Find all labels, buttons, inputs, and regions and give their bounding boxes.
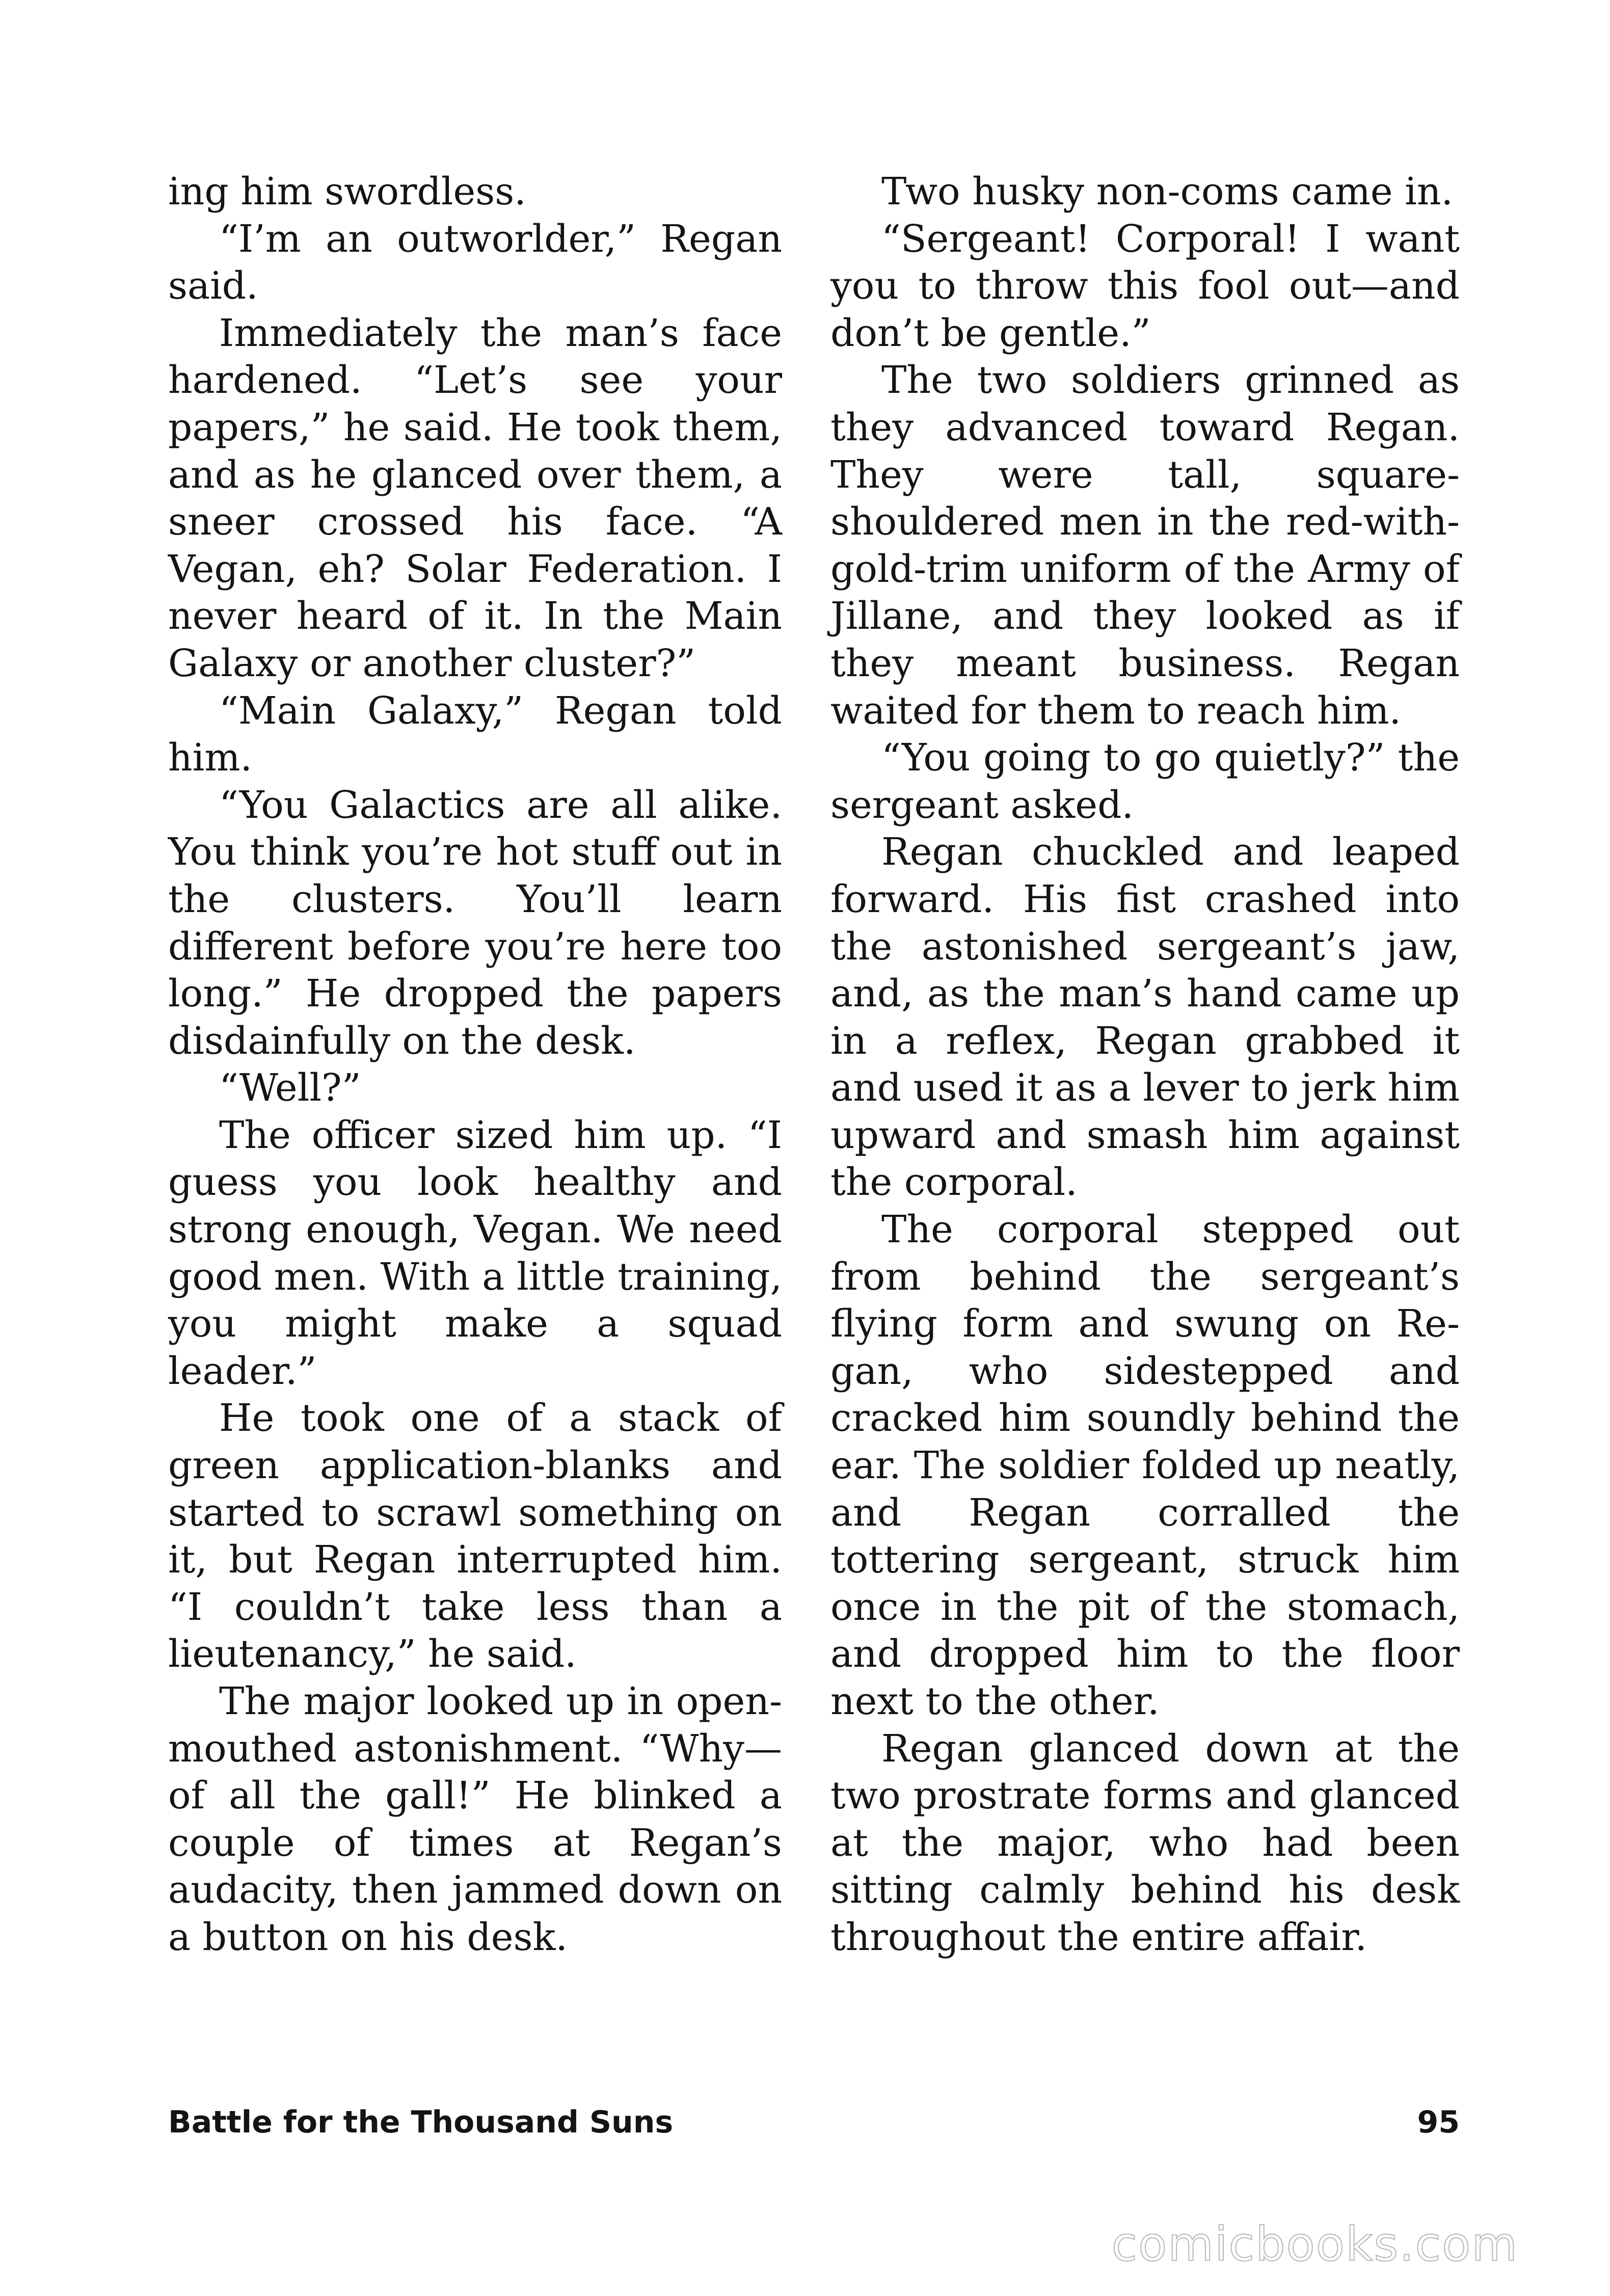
paragraph: Immediately the man’s face hardened. “Let’s see your papers,” he said. He took them, and as he glanced over them, a sneer crossed his face. “A Vegan, eh? Solar Federation. I never heard of it. In the Main Galaxy or another cluster?” <box>168 311 782 685</box>
paragraph: ing him swordless. <box>168 170 526 213</box>
paragraph: “I’m an outworlder,” Regan said. <box>168 217 782 308</box>
paragraph: Two husky non-coms came in. <box>881 170 1454 213</box>
paragraph: “Sergeant! Corporal! I want you to throw this fool out—and don’t be gentle.” <box>830 217 1460 355</box>
paragraph: “You Galactics are all alike. You think you’re hot stuff out in the clusters. You’ll learn different before you’re here too long.” He dropped the papers disdainfully on the desk. <box>168 783 782 1063</box>
paragraph: “Well?” <box>219 1066 361 1110</box>
page-footer <box>168 2099 1460 2145</box>
paragraph: The two soldiers grinned as they advanced toward Regan. They were tall, square-shouldered men in the red-with-gold-trim uniform of the Army of Jillane, and they looked as if they meant business. Regan waited for them to reach him. <box>830 358 1460 733</box>
paragraph: The officer sized him up. “I guess you look healthy and strong enough, Vegan. We need good men. With a little training, you might make a squad leader.” <box>168 1113 782 1393</box>
paragraph: He took one of a stack of green application-blanks and started to scrawl something on it, but Regan interrupted him. “I couldn’t take less than a lieutenancy,” he said. <box>168 1396 782 1676</box>
paragraph: Regan glanced down at the two prostrate forms and glanced at the major, who had been sitting calmly behind his desk throughout the entire affair. <box>830 1726 1460 1959</box>
watermark: comicbooks.com <box>1111 2217 1518 2272</box>
paragraph: Regan chuckled and leaped forward. His fist crashed into the astonished sergeant’s jaw, and, as the man’s hand came up in a reflex, Regan grabbed it and used it as a lever to jerk him upward and smash him against the corporal. <box>830 830 1460 1205</box>
paragraph: “You going to go quietly?” the sergeant asked. <box>830 736 1460 827</box>
running-title: Battle for the Thousand Suns <box>168 2104 674 2140</box>
paragraph: The corporal stepped out from behind the sergeant’s flying form and swung on Regan, who sidestepped and cracked him soundly behind the ear. The soldier folded up neatly, and Regan corralled the tottering sergeant, struck him once in the pit of the stomach, and dropped him to the floor next to the other. <box>830 1208 1460 1723</box>
right-text-column <box>830 168 1460 1961</box>
left-text-column <box>168 168 782 1961</box>
paragraph: “Main Galaxy,” Regan told him. <box>168 688 782 780</box>
page-number: 95 <box>1417 2104 1460 2140</box>
paragraph: The major looked up in open-mouthed astonishment. “Why—of all the gall!” He blinked a couple of times at Regan’s audacity, then jammed down on a button on his desk. <box>168 1679 782 1959</box>
